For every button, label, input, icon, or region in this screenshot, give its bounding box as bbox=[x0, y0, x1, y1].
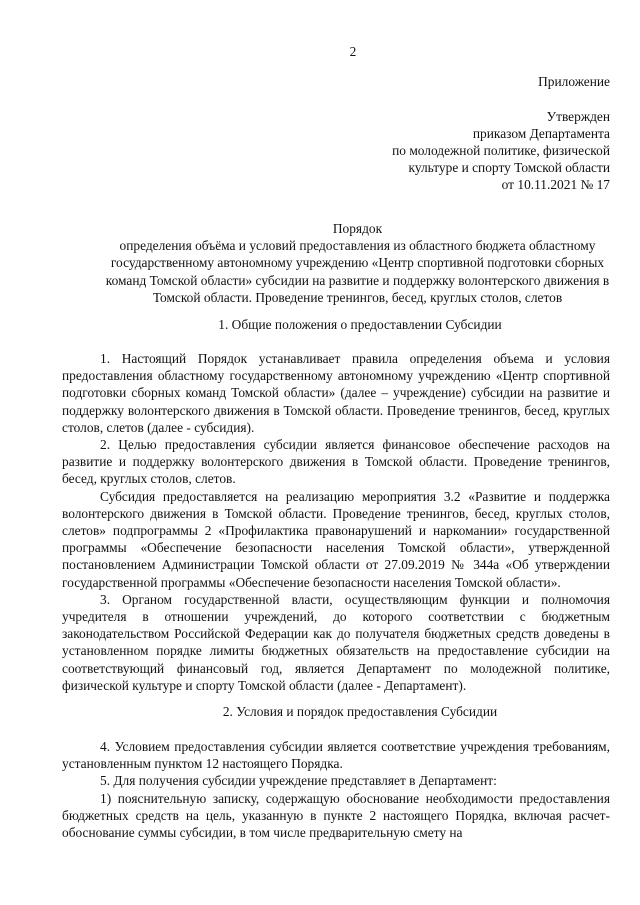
order-line-2: по молодежной политике, физической bbox=[392, 143, 610, 158]
section-1-heading: 1. Общие положения о предоставлении Субсидии bbox=[218, 317, 502, 332]
section-2-body bbox=[62, 738, 610, 841]
title-word: Порядок bbox=[332, 221, 383, 236]
appendix-label: Приложение bbox=[538, 74, 610, 89]
paragraph-4: 3. Органом государственной власти, осуществляющим функции и полномочия учредителя в отношении учреждений, до которого соответствии с бюджетным законодательством Российской Федерации как до получателя бюджетных средств доведены в установленном порядке лимиты бюджетных обязательств на предоставление субсидии на соответствующий финансовый год, является Департамент по молодежной политике, физической культуре и спорту Томской области (далее - Департамент). bbox=[62, 591, 610, 693]
title-line-2: государственному автономному учреждению «Центр спортивной подготовки сборных bbox=[110, 255, 605, 271]
section-2-heading: 2. Условия и порядок предоставления Субсидии bbox=[222, 704, 498, 719]
title-line-3: команд Томской области» субсидии на развитие и поддержку волонтерского движения в bbox=[105, 272, 610, 288]
approved-label: Утвержден bbox=[546, 109, 610, 124]
title-line-4: Томской области. Проведение тренингов, бесед, круглых столов, слетов bbox=[152, 289, 563, 305]
order-line-1: приказом Департамента bbox=[472, 126, 610, 141]
page-number: 2 bbox=[349, 44, 357, 59]
document-title bbox=[70, 220, 640, 306]
section-1-body bbox=[62, 350, 610, 694]
order-line-3: культуре и спорту Томской области bbox=[408, 160, 610, 175]
order-date: от 10.11.2021 № 17 bbox=[501, 177, 610, 192]
title-line-1: определения объёма и условий предоставления из областного бюджета областному bbox=[119, 238, 596, 254]
paragraph-6: 5. Для получения субсидии учреждение представляет в Департамент: bbox=[100, 773, 497, 789]
paragraph-1: 1. Настоящий Порядок устанавливает правила определения объема и условия предоставления областному государственному автономному учреждению «Центр спортивной подготовки сборных команд Томской области» (далее – учреждение) субсидии на развитие и поддержку волонтерского движения в Томской области. Проведение тренингов, бесед, круглых столов, слетов (далее - субсидия). bbox=[62, 351, 610, 435]
paragraph-2: 2. Целью предоставления субсидии является финансовое обеспечение расходов на развитие и поддержку волонтерского движения в Томской области. Проведение тренингов, бесед, круглых столов, слетов. bbox=[62, 437, 610, 487]
paragraph-7: 1) пояснительную записку, содержащую обоснование необходимости предоставления бюджетных средств на цель, указанную в пункте 2 настоящего Порядка, включая расчет-обоснование суммы субсидии, в том числе предварительную смету на bbox=[62, 790, 610, 841]
paragraph-5: 4. Условием предоставления субсидии является соответствие учреждения требованиям, установленным пунктом 12 настоящего Порядка. bbox=[62, 739, 610, 772]
paragraph-3: Субсидия предоставляется на реализацию мероприятия 3.2 «Развитие и поддержка волонтерского движения в Томской области. Проведение тренингов, бесед, круглых столов, слетов» подпрограммы 2 «Профилактика правонарушений и наркомании» государственной программы «Обеспечение безопасности населения Томской области», утвержденной постановлением Администрации Томской области от 27.09.2019 № 344а «Об утверждении государственной программы «Обеспечение безопасности населения Томской области». bbox=[62, 488, 610, 590]
